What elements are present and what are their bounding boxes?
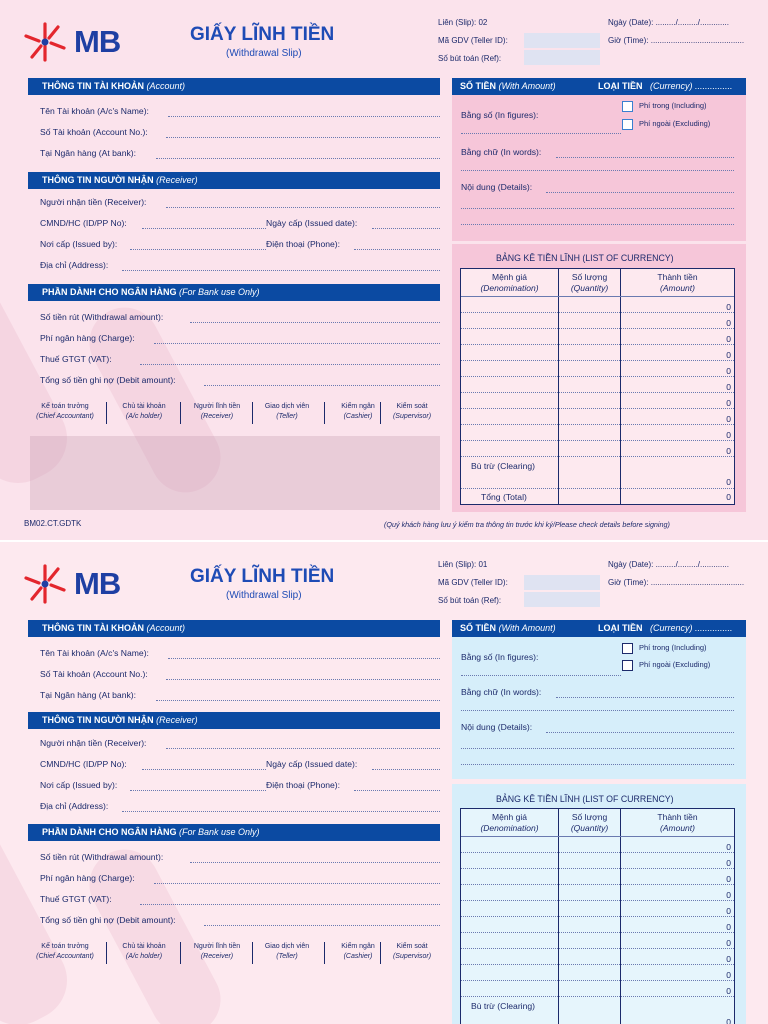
header-divider xyxy=(461,296,734,297)
mb-logo xyxy=(22,20,142,64)
account-name-field[interactable] xyxy=(168,658,440,659)
details-field-3[interactable] xyxy=(461,764,734,765)
divider xyxy=(180,942,181,964)
vat-field[interactable] xyxy=(140,364,440,365)
signer-teller xyxy=(254,402,320,422)
currency-bar-label: LOẠI TIỀN xyxy=(598,81,643,91)
table-row[interactable] xyxy=(461,376,734,377)
signer-label: Giao dịch viên xyxy=(264,403,310,410)
table-row[interactable] xyxy=(461,456,734,457)
ref-field[interactable] xyxy=(524,592,600,607)
charge-field[interactable] xyxy=(154,343,440,344)
row-amount: 0 xyxy=(726,858,731,868)
account-no-label: Số Tài khoản (Account No.): xyxy=(40,669,148,679)
table-row[interactable] xyxy=(461,344,734,345)
form-code: BM02.CT.GDTK xyxy=(24,519,82,528)
row-amount: 0 xyxy=(726,366,731,376)
details-label: Nội dung (Details): xyxy=(461,722,533,732)
signer-receiver xyxy=(184,942,250,962)
withdrawal-amount-field[interactable] xyxy=(190,322,440,323)
in-words-field[interactable] xyxy=(556,697,734,698)
phone-label: Điện thoại (Phone): xyxy=(266,239,341,249)
total-amount: 0 xyxy=(726,492,731,502)
signer-label-en: (Cashier) xyxy=(343,413,373,420)
vat-label: Thuế GTGT (VAT): xyxy=(40,894,112,904)
teller-id-label: Mã GDV (Teller ID): xyxy=(438,36,508,45)
row-amount: 0 xyxy=(726,446,731,456)
details-field-3[interactable] xyxy=(461,224,734,225)
in-words-field[interactable] xyxy=(556,157,734,158)
table-row[interactable] xyxy=(461,964,734,965)
clearing-label: Bù trừ (Clearing) xyxy=(471,461,536,471)
in-figures-field[interactable] xyxy=(461,675,621,676)
header-label: Mệnh giá xyxy=(492,812,527,822)
row-amount: 0 xyxy=(726,874,731,884)
fee-including-checkbox[interactable] xyxy=(622,101,633,112)
signature-labels xyxy=(30,402,440,426)
receiver-bar-label: THÔNG TIN NGƯỜI NHẬN xyxy=(42,175,154,185)
signer-label-en: (Receiver) xyxy=(200,413,234,420)
signer-label: Kế toán trưởng xyxy=(41,403,89,410)
bank-label: Tại Ngân hàng (At bank): xyxy=(40,148,137,158)
in-figures-label: Bằng số (In figures): xyxy=(461,110,539,120)
form-title: GIẤY LĨNH TIỀN xyxy=(190,24,335,45)
signature-area[interactable] xyxy=(30,436,440,510)
address-field[interactable] xyxy=(122,811,440,812)
fee-including-label: Phí trong (Including) xyxy=(639,101,707,110)
amount-section-header xyxy=(452,78,746,95)
issued-by-field[interactable] xyxy=(130,790,266,791)
currency-bar-label-en: (Currency) ............... xyxy=(650,623,733,633)
row-amount: 0 xyxy=(726,382,731,392)
table-row[interactable] xyxy=(461,884,734,885)
background-decoration xyxy=(0,785,81,1024)
signer-label: Kiểm soát xyxy=(396,403,428,410)
receiver-label: Người nhận tiền (Receiver): xyxy=(40,197,147,207)
details-label: Nội dung (Details): xyxy=(461,182,533,192)
row-amount: 0 xyxy=(726,350,731,360)
amount-bar-label: SỐ TIỀN xyxy=(460,81,497,91)
account-name-label: Tên Tài khoản (A/c's Name): xyxy=(40,106,149,116)
charge-field[interactable] xyxy=(154,883,440,884)
in-words-field-2[interactable] xyxy=(461,170,734,171)
bank-bar-label: PHẦN DÀNH CHO NGÂN HÀNG xyxy=(42,287,177,297)
form-subtitle: (Withdrawal Slip) xyxy=(226,590,302,601)
bank-label: Tại Ngân hàng (At bank): xyxy=(40,690,137,700)
id-no-field[interactable] xyxy=(142,769,266,770)
debit-amount-field[interactable] xyxy=(204,925,440,926)
receiver-field[interactable] xyxy=(166,748,440,749)
currency-table xyxy=(460,808,735,1024)
form-subtitle: (Withdrawal Slip) xyxy=(226,48,302,59)
currency-bar-label: LOẠI TIỀN xyxy=(598,623,643,633)
table-row[interactable] xyxy=(461,312,734,313)
mb-star-icon xyxy=(22,562,68,606)
header-label: Thành tiền xyxy=(657,812,698,822)
account-name-label: Tên Tài khoản (A/c's Name): xyxy=(40,648,149,658)
divider xyxy=(106,402,107,424)
col-denomination-header xyxy=(461,272,558,294)
col-quantity-header xyxy=(559,812,620,834)
divider xyxy=(180,402,181,424)
background-decoration xyxy=(77,837,233,1024)
col-denomination-header xyxy=(461,812,558,834)
brand-name: MB xyxy=(74,566,121,601)
header-label: Số lượng xyxy=(571,272,608,282)
signer-account-holder xyxy=(112,402,176,422)
divider xyxy=(252,402,253,424)
divider xyxy=(106,942,107,964)
ref-label: Số bút toán (Ref): xyxy=(438,596,502,605)
issued-date-label: Ngày cấp (Issued date): xyxy=(266,218,358,228)
teller-id-field[interactable] xyxy=(524,33,600,48)
phone-label: Điện thoại (Phone): xyxy=(266,780,341,790)
table-row[interactable] xyxy=(461,360,734,361)
currency-table xyxy=(460,268,735,505)
debit-amount-field[interactable] xyxy=(204,385,440,386)
account-bar-label-en: (Account) xyxy=(146,81,186,91)
clearing-amount: 0 xyxy=(726,477,731,487)
signer-label-en: (Teller) xyxy=(276,953,298,960)
time-field[interactable]: Giờ (Time): .......................................... xyxy=(608,578,745,587)
amount-bar-label-en: (With Amount) xyxy=(498,81,556,91)
row-amount: 0 xyxy=(726,398,731,408)
issued-date-field[interactable] xyxy=(372,769,440,770)
table-row[interactable] xyxy=(461,440,734,441)
signer-chief-accountant xyxy=(30,402,100,422)
receiver-label: Người nhận tiền (Receiver): xyxy=(40,738,147,748)
details-field-2[interactable] xyxy=(461,748,734,749)
account-no-field[interactable] xyxy=(166,679,440,680)
debit-amount-label: Tổng số tiền ghi nợ (Debit amount): xyxy=(40,915,176,925)
signer-label: Người lĩnh tiền xyxy=(193,943,241,950)
address-label: Địa chỉ (Address): xyxy=(40,801,109,811)
signer-receiver xyxy=(184,402,250,422)
signer-label-en: (A/c holder) xyxy=(125,953,163,960)
signer-label-en: (Chief Accountant) xyxy=(36,413,94,420)
row-amount: 0 xyxy=(726,842,731,852)
fee-excluding-label: Phí ngoài (Excluding) xyxy=(639,660,711,669)
fee-excluding-checkbox[interactable] xyxy=(622,660,633,671)
divider xyxy=(380,942,381,964)
account-name-field[interactable] xyxy=(168,116,440,117)
signer-label-en: (Teller) xyxy=(276,413,298,420)
mb-logo xyxy=(22,562,142,606)
amount-bar-label: SỐ TIỀN xyxy=(460,623,497,633)
teller-id-label: Mã GDV (Teller ID): xyxy=(438,578,508,587)
id-no-label: CMND/HC (ID/PP No): xyxy=(40,218,127,228)
vat-label: Thuế GTGT (VAT): xyxy=(40,354,112,364)
clearing-label: Bù trừ (Clearing) xyxy=(471,1001,536,1011)
header-label-en: (Quantity) xyxy=(570,823,609,833)
divider xyxy=(252,942,253,964)
details-field[interactable] xyxy=(546,192,734,193)
row-amount: 0 xyxy=(726,922,731,932)
bank-field[interactable] xyxy=(156,158,440,159)
receiver-bar-label-en: (Receiver) xyxy=(156,715,198,725)
currency-list-title: BẢNG KÊ TIỀN LĨNH (LIST OF CURRENCY) xyxy=(496,794,674,804)
issued-date-field[interactable] xyxy=(372,228,440,229)
table-row[interactable] xyxy=(461,916,734,917)
brand-name: MB xyxy=(74,24,121,59)
in-words-label: Bằng chữ (In words): xyxy=(461,147,542,157)
slip-number: Liên (Slip): 02 xyxy=(438,18,488,27)
details-field-2[interactable] xyxy=(461,208,734,209)
table-row[interactable] xyxy=(461,980,734,981)
signer-account-holder xyxy=(112,942,176,962)
details-field[interactable] xyxy=(546,732,734,733)
signer-label: Giao dịch viên xyxy=(264,943,310,950)
id-no-label: CMND/HC (ID/PP No): xyxy=(40,759,127,769)
bank-use-section-header xyxy=(28,824,440,841)
charge-label: Phí ngân hàng (Charge): xyxy=(40,873,135,883)
divider xyxy=(380,402,381,424)
currency-list-title: BẢNG KÊ TIỀN LĨNH (LIST OF CURRENCY) xyxy=(496,253,674,263)
teller-id-field[interactable] xyxy=(524,575,600,590)
table-row[interactable] xyxy=(461,488,734,489)
header-label: Mệnh giá xyxy=(492,272,527,282)
fee-excluding-label: Phí ngoài (Excluding) xyxy=(639,119,711,128)
bank-use-section-header xyxy=(28,284,440,301)
bank-bar-label-en: (For Bank use Only) xyxy=(179,287,260,297)
account-no-label: Số Tài khoản (Account No.): xyxy=(40,127,148,137)
row-amount: 0 xyxy=(726,334,731,344)
signer-label-en: (Supervisor) xyxy=(392,413,432,420)
table-row[interactable] xyxy=(461,392,734,393)
in-words-field-2[interactable] xyxy=(461,710,734,711)
receiver-bar-label-en: (Receiver) xyxy=(156,175,198,185)
row-amount: 0 xyxy=(726,970,731,980)
bank-field[interactable] xyxy=(156,700,440,701)
table-row[interactable] xyxy=(461,852,734,853)
issued-by-label: Nơi cấp (Issued by): xyxy=(40,780,118,790)
receiver-section-header xyxy=(28,712,440,729)
bank-bar-label-en: (For Bank use Only) xyxy=(179,827,260,837)
header-label-en: (Amount) xyxy=(660,283,695,293)
signer-label: Kiểm ngân xyxy=(341,943,375,950)
date-field[interactable]: Ngày (Date): ........./........./............. xyxy=(608,560,729,569)
signer-label: Chủ tài khoản xyxy=(122,403,166,410)
header-label: Số lượng xyxy=(571,812,608,822)
address-field[interactable] xyxy=(122,270,440,271)
signer-label: Chủ tài khoản xyxy=(122,943,166,950)
account-section-header xyxy=(28,620,440,637)
signer-supervisor xyxy=(382,942,442,962)
signer-label-en: (Receiver) xyxy=(200,953,234,960)
header-label: Thành tiền xyxy=(657,272,698,282)
table-row[interactable] xyxy=(461,328,734,329)
phone-field[interactable] xyxy=(354,790,440,791)
signer-label-en: (Cashier) xyxy=(343,953,373,960)
fee-including-checkbox[interactable] xyxy=(622,643,633,654)
in-figures-field[interactable] xyxy=(461,133,621,134)
row-amount: 0 xyxy=(726,430,731,440)
divider xyxy=(324,402,325,424)
table-row[interactable] xyxy=(461,424,734,425)
account-section-header xyxy=(28,78,440,95)
signature-labels xyxy=(30,942,440,966)
bank-bar-label: PHẦN DÀNH CHO NGÂN HÀNG xyxy=(42,827,177,837)
header-label-en: (Denomination) xyxy=(480,823,539,833)
row-amount: 0 xyxy=(726,318,731,328)
charge-label: Phí ngân hàng (Charge): xyxy=(40,333,135,343)
row-amount: 0 xyxy=(726,986,731,996)
signer-label: Người lĩnh tiền xyxy=(193,403,241,410)
signer-label: Kiểm soát xyxy=(396,943,428,950)
receiver-field[interactable] xyxy=(166,207,440,208)
vat-field[interactable] xyxy=(140,904,440,905)
col-amount-header xyxy=(621,812,734,834)
table-row[interactable] xyxy=(461,996,734,997)
account-bar-label: THÔNG TIN TÀI KHOẢN xyxy=(42,81,144,91)
fee-including-label: Phí trong (Including) xyxy=(639,643,707,652)
fee-excluding-checkbox[interactable] xyxy=(622,119,633,130)
header-divider xyxy=(461,836,734,837)
phone-field[interactable] xyxy=(354,249,440,250)
issued-by-label: Nơi cấp (Issued by): xyxy=(40,239,118,249)
header-label-en: (Quantity) xyxy=(570,283,609,293)
withdrawal-slip-copy-1 xyxy=(0,542,768,1024)
row-amount: 0 xyxy=(726,906,731,916)
amount-section-header xyxy=(452,620,746,637)
column-divider xyxy=(620,269,621,504)
ref-field[interactable] xyxy=(524,50,600,65)
clearing-amount: 0 xyxy=(726,1017,731,1024)
row-amount: 0 xyxy=(726,890,731,900)
receiver-section-header xyxy=(28,172,440,189)
signer-label-en: (Chief Accountant) xyxy=(36,953,94,960)
signer-label: Kế toán trưởng xyxy=(41,943,89,950)
col-quantity-header xyxy=(559,272,620,294)
table-row[interactable] xyxy=(461,932,734,933)
header-label-en: (Denomination) xyxy=(480,283,539,293)
id-no-field[interactable] xyxy=(142,228,266,229)
total-label: Tổng (Total) xyxy=(481,492,527,502)
column-divider xyxy=(558,269,559,504)
signer-label-en: (Supervisor) xyxy=(392,953,432,960)
debit-amount-label: Tổng số tiền ghi nợ (Debit amount): xyxy=(40,375,176,385)
slip-number: Liên (Slip): 01 xyxy=(438,560,488,569)
header-label-en: (Amount) xyxy=(660,823,695,833)
form-title: GIẤY LĨNH TIỀN xyxy=(190,566,335,587)
in-words-label: Bằng chữ (In words): xyxy=(461,687,542,697)
account-bar-label-en: (Account) xyxy=(146,623,186,633)
divider xyxy=(324,942,325,964)
table-row[interactable] xyxy=(461,408,734,409)
signer-supervisor xyxy=(382,402,442,422)
footer-note: (Quý khách hàng lưu ý kiểm tra thông tin trước khi ký/Please check details before signing) xyxy=(384,520,670,529)
time-field[interactable]: Giờ (Time): .......................................... xyxy=(608,36,745,45)
col-amount-header xyxy=(621,272,734,294)
ref-label: Số bút toán (Ref): xyxy=(438,54,502,63)
row-amount: 0 xyxy=(726,302,731,312)
table-row[interactable] xyxy=(461,868,734,869)
account-no-field[interactable] xyxy=(166,137,440,138)
account-bar-label: THÔNG TIN TÀI KHOẢN xyxy=(42,623,144,633)
table-row[interactable] xyxy=(461,900,734,901)
row-amount: 0 xyxy=(726,414,731,424)
row-amount: 0 xyxy=(726,938,731,948)
receiver-bar-label: THÔNG TIN NGƯỜI NHẬN xyxy=(42,715,154,725)
issued-by-field[interactable] xyxy=(130,249,266,250)
table-row[interactable] xyxy=(461,948,734,949)
signer-chief-accountant xyxy=(30,942,100,962)
issued-date-label: Ngày cấp (Issued date): xyxy=(266,759,358,769)
signer-label: Kiểm ngân xyxy=(341,403,375,410)
signer-teller xyxy=(254,942,320,962)
amount-bar-label-en: (With Amount) xyxy=(498,623,556,633)
signer-label-en: (A/c holder) xyxy=(125,413,163,420)
withdrawal-amount-label: Số tiền rút (Withdrawal amount): xyxy=(40,312,164,322)
row-amount: 0 xyxy=(726,954,731,964)
withdrawal-amount-label: Số tiền rút (Withdrawal amount): xyxy=(40,852,164,862)
currency-bar-label-en: (Currency) ............... xyxy=(650,81,733,91)
date-field[interactable]: Ngày (Date): ........./........./............. xyxy=(608,18,729,27)
address-label: Địa chỉ (Address): xyxy=(40,260,109,270)
mb-star-icon xyxy=(22,20,68,64)
withdrawal-amount-field[interactable] xyxy=(190,862,440,863)
in-figures-label: Bằng số (In figures): xyxy=(461,652,539,662)
